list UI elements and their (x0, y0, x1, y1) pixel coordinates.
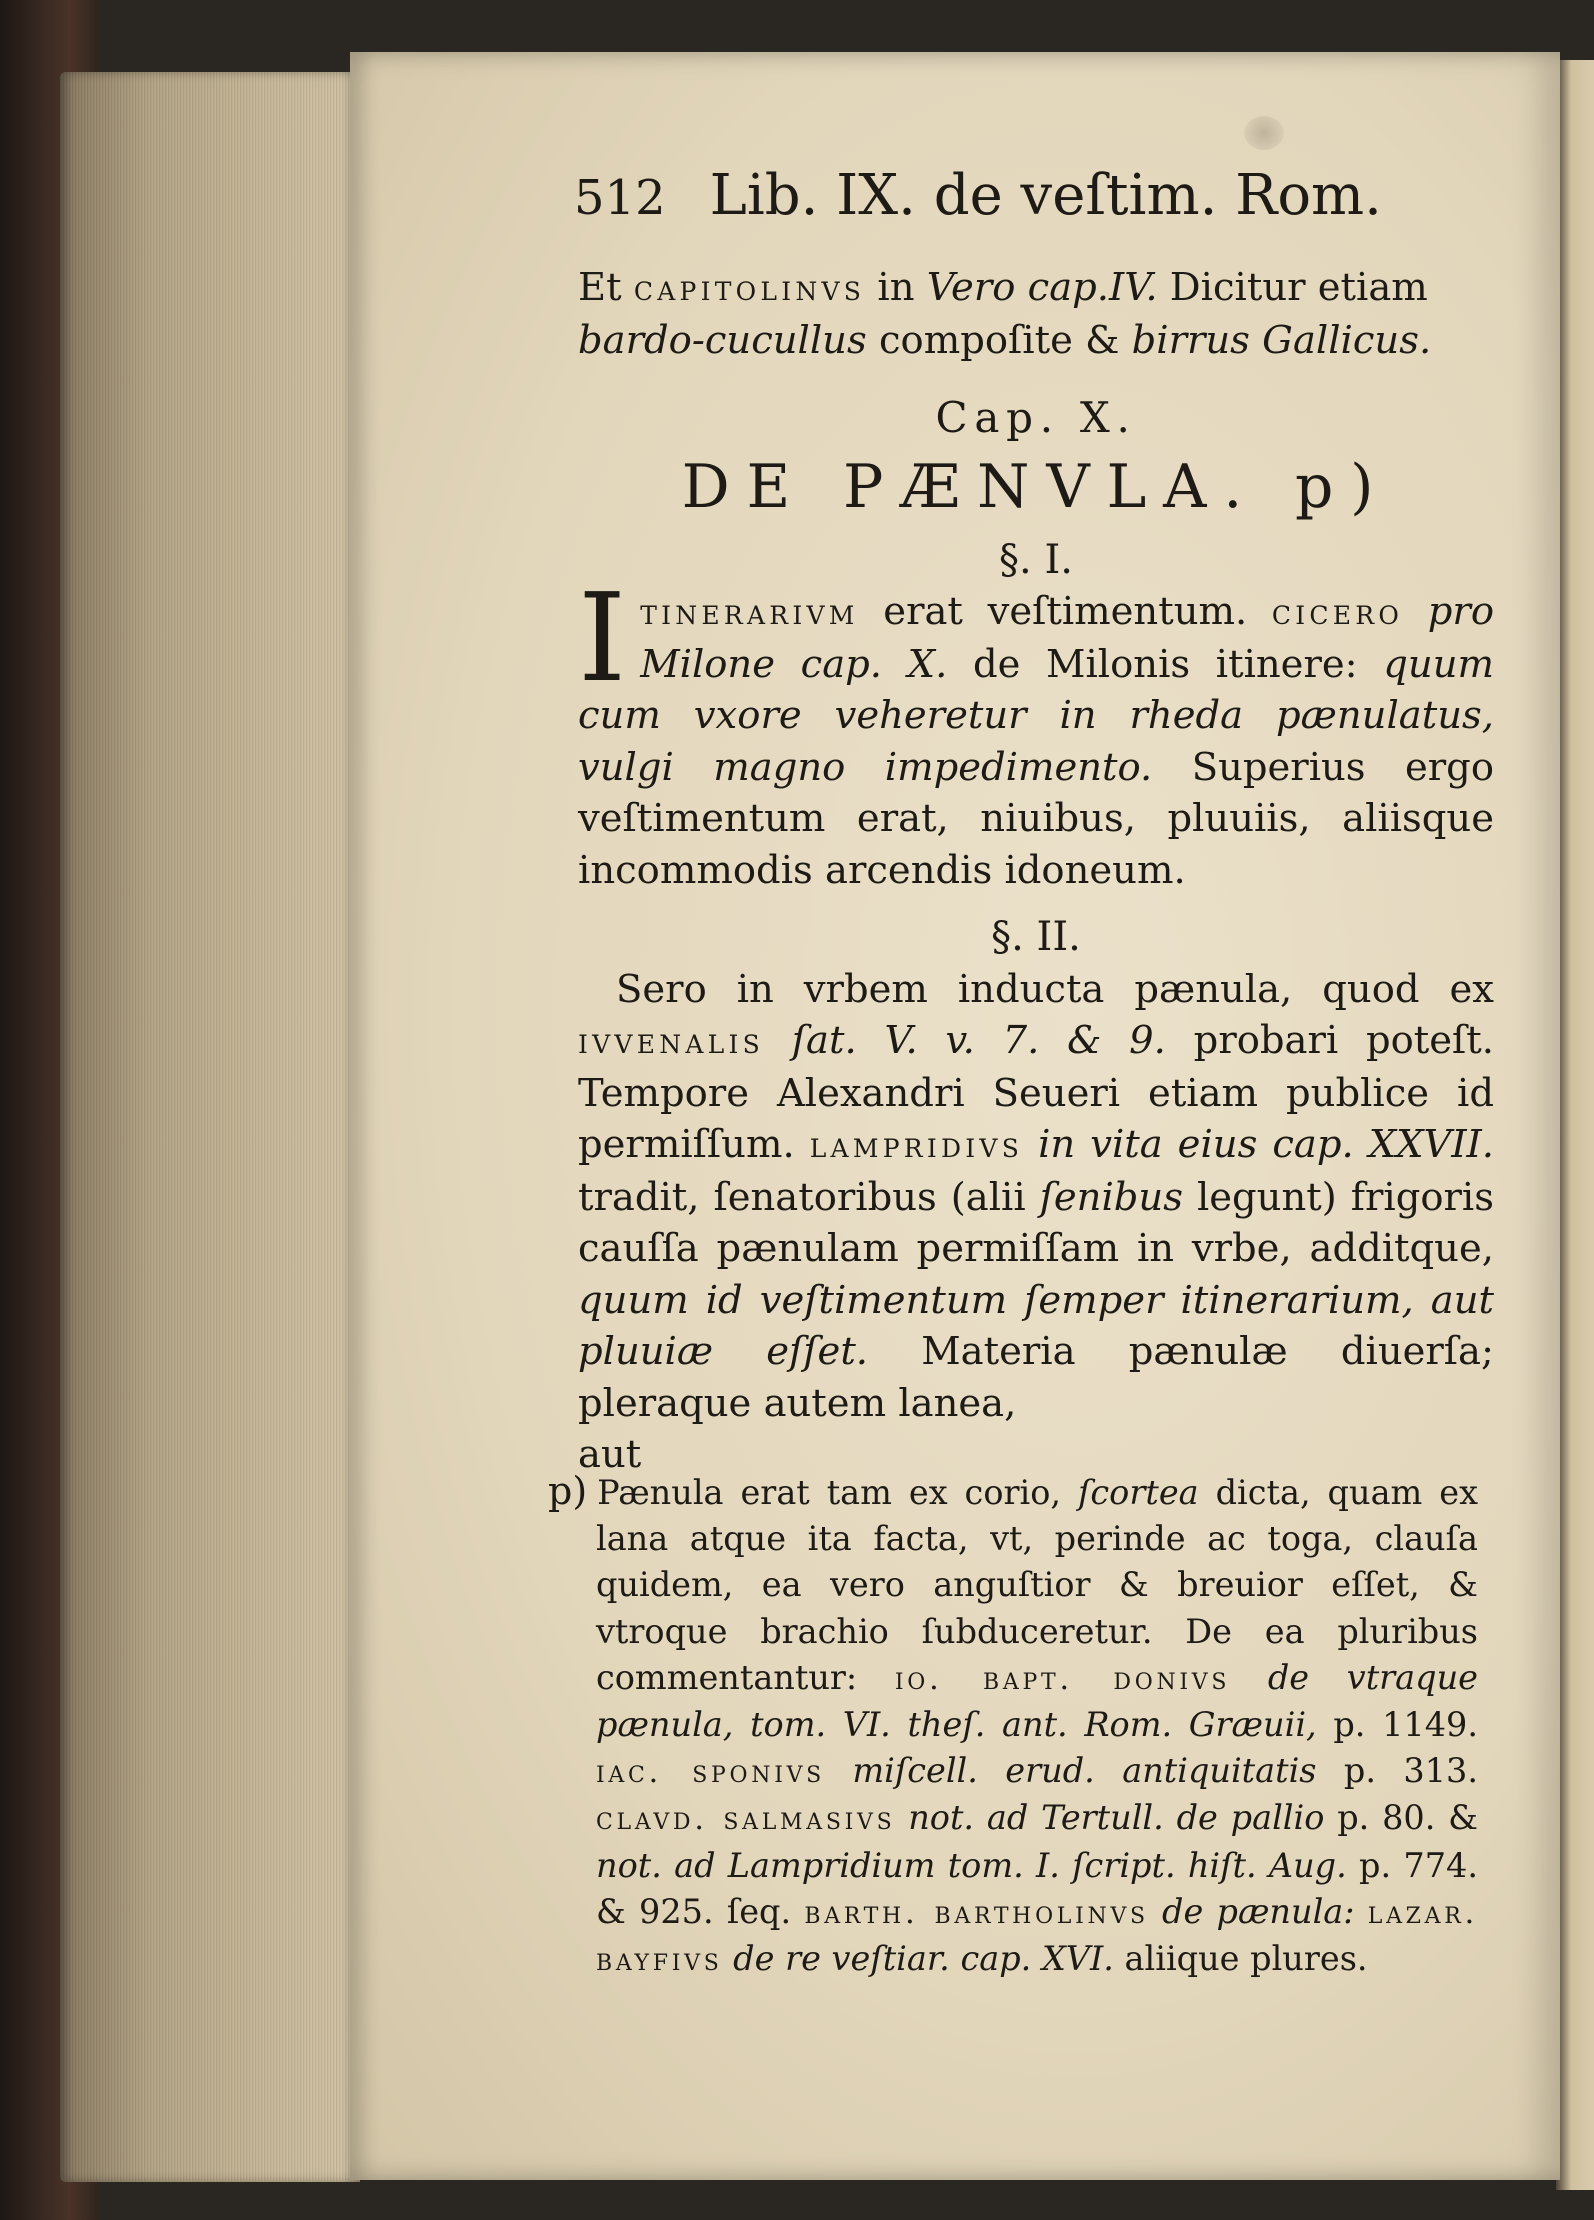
citation: ſat. V. v. 7. & 9. (764, 1018, 1166, 1063)
text-run: Dicitur etiam (1157, 265, 1428, 310)
citation: de vtraque pænula, tom. VI. theſ. ant. Rom. Græuii, (596, 1657, 1478, 1745)
author-name: ivvenalis (578, 1021, 765, 1062)
author-name: io. bapt. donivs (894, 1660, 1231, 1697)
text-run: erat veſtimentum. (858, 589, 1272, 634)
citation: miſcell. erud. antiquitatis (824, 1751, 1317, 1791)
author-name: iac. sponivs (596, 1754, 825, 1791)
text-run: p. 80. & (1324, 1798, 1478, 1838)
author-name: lampridivs (809, 1125, 1024, 1166)
term: ſcortea (1078, 1473, 1199, 1512)
citation: de re veſtiar. cap. XVI. (722, 1939, 1114, 1979)
footnote (548, 1468, 1478, 1983)
text-run: p. 774. & 925. ſeq. (596, 1845, 1478, 1931)
quotation: quum id veſtimentum ſemper itinerarium, aut pluuiæ eſſet. (578, 1277, 1494, 1374)
text-run: Superius ergo veſtimentum erat, niuibus, pluuiis, aliisque incommodis arcendis idoneum. (578, 744, 1494, 893)
paper-stain (1244, 116, 1284, 150)
section-1-paragraph (578, 567, 1495, 896)
citation: Vero cap.IV. (926, 265, 1158, 310)
footnote-paragraph (548, 1468, 1478, 1983)
running-title: Lib. IX. de veſtim. Rom. (709, 163, 1382, 228)
facing-page-edge (1556, 60, 1594, 2190)
text-run: p. 1149. (1316, 1705, 1478, 1745)
citation: not. ad Tertull. de pallio (895, 1798, 1325, 1838)
text-run: compoſite & (866, 317, 1132, 363)
page-edges (60, 72, 360, 2182)
text-run: legunt) frigoris cauſſa pænulam permiſſam in vrbe, additque, (578, 1174, 1494, 1271)
text-run: p. 313. (1316, 1751, 1478, 1791)
text-run: Materia pænulæ diuerſa; pleraque autem lanea, (578, 1329, 1494, 1426)
text-run: probari poteſt. Tempore Alexandri Seueri etiam publice id permiſſum. (578, 1018, 1495, 1167)
author-name: cicero (1271, 592, 1404, 633)
citation: in vita eius cap. XXVII. (1023, 1122, 1494, 1167)
text-run: Et (578, 265, 634, 310)
citation: not. ad Lampridium tom. I. ſcript. hiſt. Aug. (596, 1845, 1347, 1885)
citation: de pænula: (1148, 1891, 1368, 1931)
term: bardo-cucullus (578, 317, 867, 363)
citation: pro Milone cap. X. (640, 589, 1495, 687)
section-2-paragraph (578, 964, 1494, 1430)
text-run: in (865, 265, 927, 310)
text-run: tradit, ſenatoribus (alii (578, 1174, 1040, 1220)
quotation: quum cum vxore veheretur in rheda pænulatus, vulgi magno impedimento. (578, 641, 1495, 790)
text-run: Sero in vrbem inducta pænula, quod ex (616, 966, 1494, 1012)
author-name: lazar. bayfivs (596, 1894, 1478, 1979)
intro-paragraph (578, 262, 1494, 366)
text-run: tinerarivm (640, 592, 859, 633)
term: birrus Gallicus. (1131, 317, 1432, 363)
chapter-heading: DE PÆNVLA. p) (681, 451, 1391, 522)
author-name: barth. bartholinvs (804, 1894, 1149, 1931)
text-run: dicta, quam ex lana atque ita facta, vt, perinde ac toga, clauſa quidem, ea vero anguſtior & breuior eſſet, & vtroque brachio ſubduceretur. De ea pluribus commentantur: (596, 1473, 1478, 1697)
text-run: aliique plures. (1113, 1939, 1368, 1979)
text-run: Pænula erat tam ex corio, (597, 1473, 1079, 1512)
section-mark-2: §. II. (991, 914, 1081, 960)
footnote-mark: p) (548, 1469, 588, 1513)
text-run: de Milonis itinere: (947, 641, 1384, 687)
running-head (574, 163, 1382, 228)
term: ſenibus (1039, 1174, 1183, 1220)
author-name: clavd. salmasivs (596, 1801, 896, 1838)
author-name: capitolinvs (633, 268, 866, 309)
chapter-label: Cap. X. (935, 393, 1137, 442)
drop-cap: I (578, 567, 627, 709)
section-mark-1: §. I. (999, 536, 1073, 583)
catchword: aut (578, 1432, 642, 1477)
main-text (578, 262, 1494, 1481)
page-number: 512 (574, 170, 666, 226)
